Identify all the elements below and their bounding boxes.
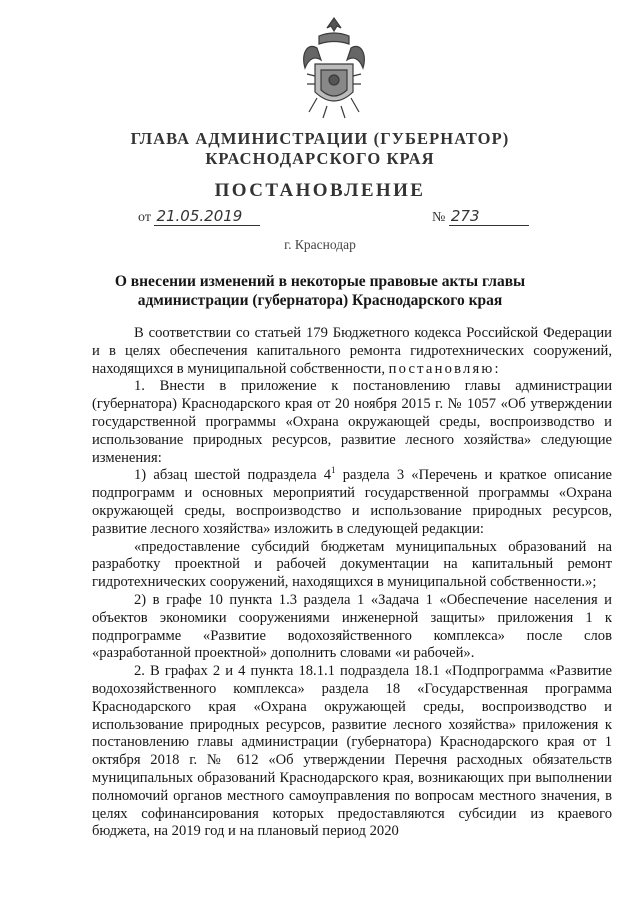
paragraph-item-2: 2. В графах 2 и 4 пункта 18.1.1 подраздела 18.1 «Подпрограмма «Развитие водохозяйственного комплекса» раздела 18 «Государственная программа Краснодарского края «Охрана окружающей среды, воспроизводство и использование природных ресурсов, развитие лесного хозяйства» приложения к постановлению главы администрации (губернатора) Краснодарского края от 1 октября 2018 г. № 612 «Об утверждении Перечня расходных обязательств муниципальных образований Краснодарского края, возникающих при выполнении полномочий органов местного самоуправления по вопросам местного значения, в целях софинансирования которых предоставляются субсидии из краевого бюджета, на 2019 год и на плановый период 2020: [92, 663, 612, 840]
document-date: [138, 208, 260, 226]
date-value: 21.05.2019: [154, 208, 260, 226]
date-prefix: от: [138, 210, 151, 225]
title-line-2: администрации (губернатора) Краснодарского края: [137, 291, 503, 309]
document-type: ПОСТАНОВЛЕНИЕ: [214, 180, 426, 201]
paragraph-subitem-2: 2) в графе 10 пункта 1.3 раздела 1 «Задача 1 «Обеспечение населения и объектов экономики сооружениями инженерной защиты» приложения 1 к подпрограмме «Развитие водохозяйственного комплекса» после слов «разработанной проектной» дополнить словами «и рабочей».: [92, 591, 612, 662]
coat-of-arms-icon: [297, 14, 371, 122]
subitem-1-text-end: раздела 3 «Перечень и краткое описание подпрограмм и основных мероприятий государственной программы «Охрана окружающей среды, воспроизводство и использование природных ресурсов, развитие лесного хозяйства» изложить в следующей редакции:: [92, 467, 612, 537]
number-value: 273: [449, 208, 529, 226]
document-number: [432, 208, 529, 226]
decree-word: постановляю:: [388, 360, 501, 377]
paragraph-item-1: 1. Внести в приложение к постановлению главы администрации (губернатора) Краснодарского края от 20 ноября 2015 г. № 1057 «Об утверждении государственной программы «Охрана окружающей среды, воспроизводство и использование природных ресурсов, развитие лесного хозяйства» следующие изменения:: [92, 378, 612, 466]
issuer-line-2: КРАСНОДАРСКОГО КРАЯ: [205, 149, 435, 168]
paragraph-preamble: [92, 325, 612, 378]
document-body: [92, 325, 612, 841]
city: г. Краснодар: [284, 237, 356, 252]
issuer-line-1: ГЛАВА АДМИНИСТРАЦИИ (ГУБЕРНАТОР): [130, 129, 510, 148]
paragraph-subitem-1: [92, 467, 612, 538]
document-title: [100, 273, 540, 310]
superscript: 1: [331, 465, 336, 476]
title-line-1: О внесении изменений в некоторые правовые акты главы: [114, 273, 526, 290]
paragraph-quote: «предоставление субсидий бюджетам муниципальных образований на разработку проектной и рабочей документации на капитальный ремонт гидротехнических сооружений, находящихся в муниципальной собственности.»;: [92, 538, 612, 591]
subitem-1-text-start: 1) абзац шестой подраздела 4: [134, 467, 332, 484]
preamble-text: В соответствии со статьей 179 Бюджетного кодекса Российской Федерации и в целях обеспечения капитального ремонта гидротехнических сооружений, находящихся в муниципальной собственности,: [92, 325, 612, 377]
number-prefix: №: [432, 210, 446, 225]
